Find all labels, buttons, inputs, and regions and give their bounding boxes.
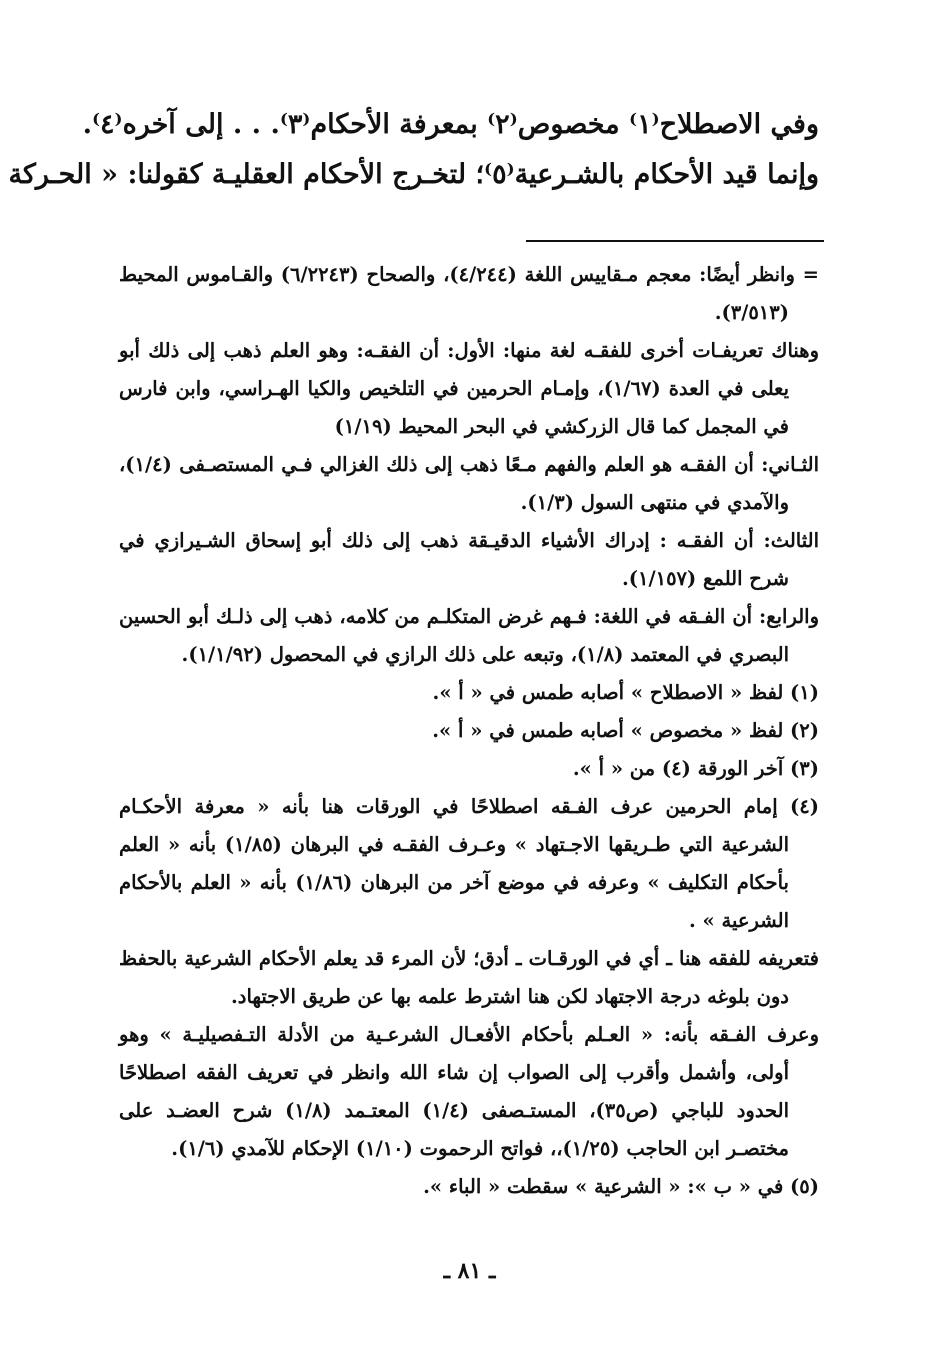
footnote-4-continuation: فتعريفه للفقه هنا ـ أي في الورقـات ـ أدق؛ لأن المرء قد يعلم الأحكام الشرعية بالحفظ دون بلوغه درجة الاجتهاد لكن هنا اشترط علمه بها عن طريق الاجتهاد. — [119, 947, 819, 1008]
page-number — [0, 1258, 939, 1284]
footnote-3: (٣) آخر الورقة (٤) من « أ ». — [572, 757, 819, 780]
footnote-4-continuation: وعرف الفـقه بأنه: « العـلم بأحكام الأفعـال الشرعـية من الأدلة التـفصيليـة » وهو أولى، وأشمل وأقرب إلى الصواب إن شاء الله وانظر في تعريف الفقه اصطلاحًا الحدود للباجي (ص٣٥)، المستـصفى (١/٤) المعتـمد (١/٨) شرح العضـد على مختصـر ابن الحاجب (١/٢٥)،، فواتح الرحموت (١/١٠) الإحكام للآمدي (١/٦). — [119, 1023, 819, 1160]
page-number-text: ـ ٨١ ـ — [443, 1258, 496, 1284]
main-text-line-2: وإنما قيد الأحكام بالشـرعية⁽٥⁾؛ لتخـرج الأحكام العقليـة كقولنا: « الحـركة — [8, 159, 819, 190]
footnote-paragraph: الثـاني: أن الفقـه هو العلم والفهم مـعًا ذهب إلى ذلك الغزالي فـي المستصـفى (١/٤)، والآمدي في منتهى السول (١/٣). — [119, 453, 819, 514]
footnote-continuation: = وانظر أيضًا: معجم مـقاييس اللغة (٤/٢٤٤)، والصحاح (٦/٢٢٤٣) والقـاموس المحيط (٣/٥١٣). — [119, 263, 819, 324]
footnote-2: (٢) لفظ « مخصوص » أصابه طمس في « أ ». — [432, 719, 819, 742]
footnotes — [119, 256, 819, 1206]
main-text — [8, 100, 819, 200]
footnote-paragraph: الثالث: أن الفقـه : إدراك الأشياء الدقيـقة ذهب إلى ذلك أبو إسحاق الشـيرازي في شرح اللمع (١/١٥٧). — [119, 529, 819, 590]
footnote-1: (١) لفظ « الاصطلاح » أصابه طمس في « أ ». — [432, 681, 819, 704]
footnote-5: (٥) في « ب »: « الشرعية » سقطت « الباء ». — [423, 1175, 819, 1198]
footnote-paragraph: وهناك تعريفـات أخرى للفقـه لغة منها: الأول: أن الفقـه: وهو العلم ذهب إلى ذلك أبو يعلى في العدة (١/٦٧)، وإمـام الحرمين في التلخيص والكيا الهـراسي، وابن فارس في المجمل كما قال الزركشي في البحر المحيط (١/١٩) — [119, 339, 819, 438]
footnote-paragraph: والرابع: أن الفـقه في اللغة: فـهم غرض المتكلـم من كلامه، ذهب إلى ذلـك أبو الحسين البصري في المعتمد (١/٨)، وتبعه على ذلك الرازي في المحصول (١/١/٩٢). — [119, 605, 819, 666]
footnote-4: (٤) إمام الحرمين عرف الفـقه اصطلاحًا في الورقات هنا بأنه « معرفة الأحكـام الشرعية التي طـريقها الاجـتهاد » وعـرف الفقـه في البرهان (١/٨٥) بأنه « العلم بأحكام التكليف » وعرفه في موضع آخر من البرهان (١/٨٦) بأنه « العلم بالأحكام الشرعية » . — [119, 795, 819, 932]
footnote-separator — [526, 240, 824, 242]
main-text-line-1: وفي الاصطلاح⁽١⁾ مخصوص⁽٢⁾ بمعرفة الأحكام⁽٣⁾. . . إلى آخره⁽٤⁾. — [82, 109, 819, 140]
